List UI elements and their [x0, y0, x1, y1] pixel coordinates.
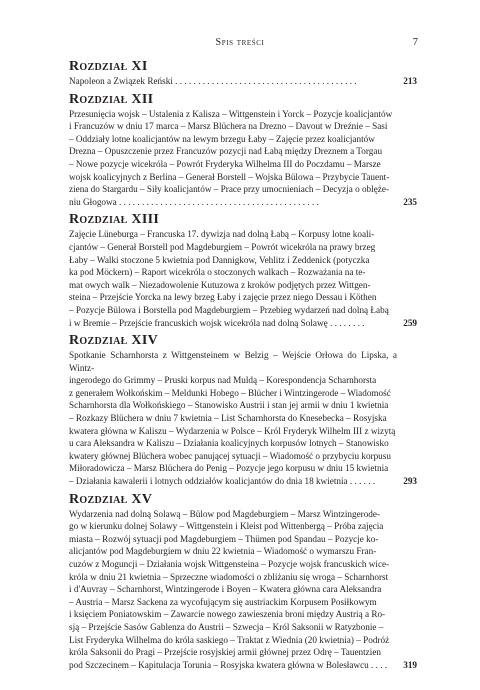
- toc-chapter: [69, 211, 417, 329]
- summary-line: ingerodego do Grimmy – Pruski korpus nad Muldą – Korespondencja Scharnhorsta: [69, 375, 377, 386]
- chapter-entry: [69, 75, 417, 88]
- summary-line: kwatera główna w Kaliszu – Wydarzenia w Polsce – Król Fryderyk Wilhelm III z wizytą: [69, 425, 396, 436]
- summary-line: Spotkanie Scharnhorsta z Wittgensteinem w Belzig – Wejście Orłowa do Lipska, a Wintz-: [69, 350, 397, 373]
- summary-line: cuzów z Moguncji – Działania wojsk Wittgensteina – Pozycje wojsk francuskich wice-: [69, 559, 390, 569]
- summary-line: Scharnhorsta dla Wołkońskiego – Stanowisko Austrii i stan jej armii w dniu 1 kwietnia: [69, 400, 389, 411]
- chapter-entry: [69, 228, 417, 329]
- summary-line: mat owych walk – Niezadowolenie Kutuzowa z kroków podjętych przez Wittgen-: [69, 279, 371, 290]
- summary-line: i Francuzów w dniu 17 marca – Marsz Blüchera na Drezno – Davout w Dreźnie – Sasi: [69, 121, 388, 132]
- summary-line: i d'Auvray – Scharnhorst, Wintzingerode i Boyen – Kwatera główna cara Aleksandra: [69, 584, 382, 595]
- chapter-page-number: 293: [403, 476, 417, 487]
- summary-line: alicjantów pod Magdeburgiem w dniu 22 kwietnia – Wiadomość o wymarszu Fran-: [69, 546, 377, 557]
- summary-line: z generałem Wołkońskim – Meldunki Hobego – Blücher i Wintzingerode – Wiadomość: [69, 387, 391, 398]
- chapter-page-number: 235: [403, 196, 417, 207]
- summary-line: – Pozycje Bülowa i Borstella pod Magdeburgiem – Przebieg wydarzeń nad dolną Łabą: [69, 304, 389, 315]
- summary-line: List Fryderyka Wilhelma do króla saskiego – Traktat z Wiednia (20 kwietnia) – Podróż: [69, 634, 390, 645]
- table-of-contents: [69, 56, 417, 674]
- summary-line: – Nowe pozycje wicekróla – Powrót Fryderyka Wilhelma III do Poczdamu – Marsze: [69, 158, 381, 169]
- summary-line: steina – Przejście Yorcka na lewy brzeg Łaby i zajęcie przez niego Dessau i Köthen: [69, 292, 377, 303]
- chapter-summary: [69, 108, 417, 209]
- running-title: Spis treści: [215, 37, 265, 48]
- chapter-heading: Rozdział XV: [69, 491, 153, 507]
- chapter-entry: [69, 508, 417, 672]
- summary-line: i w Bremie – Przejście francuskich wojsk wicekróla nad dolną Solawę . . . . . . . .: [69, 317, 365, 328]
- summary-line: miasta – Rozwój sytuacji pod Magdeburgiem – Thümen pod Spandau – Pozycje ko-: [69, 533, 379, 544]
- summary-line: Napoleon a Związek Reński . . . . . . . . . . . . . . . . . . . . . . . . . . . . . . . . . . . . . . . .: [69, 76, 357, 86]
- summary-line: u cara Aleksandra w Kaliszu – Działania koalicyjnych korpusów lotnych – Stanowisko: [69, 438, 389, 449]
- summary-line: niu Głogowa . . . . . . . . . . . . . . . . . . . . . . . . . . . . . . . . . . . . . . . . . . . .: [69, 196, 319, 207]
- summary-line: Drezna – Opuszczenie przez Francuzów pozycji nad Łabą między Dreznem a Torgau: [69, 146, 383, 157]
- summary-line: Miłoradowicza – Marsz Blüchera do Penig – Pozycje jego korpusu w dniu 15 kwietnia: [69, 463, 389, 474]
- chapter-page-number: 319: [403, 659, 417, 670]
- summary-line: ka pod Möckern) – Raport wicekróla o stoczonych walkach – Rozważania na te-: [69, 267, 366, 278]
- chapter-entry: [69, 108, 417, 209]
- toc-chapter: [69, 58, 417, 88]
- summary-line: króla Saksonii do Pragi – Przejście rosyjskiej armii głównej przez Odrę – Tauentzien: [69, 647, 381, 658]
- summary-line: Wydarzenia nad dolną Solawą – Bülow pod Magdeburgiem – Marsz Wintzingerode-: [69, 508, 381, 519]
- toc-chapter: [69, 91, 417, 209]
- toc-chapter: [69, 332, 417, 488]
- chapter-page-number: 259: [403, 317, 417, 328]
- summary-line: kwatery głównej Blüchera wobec panującej sytuacji – Wiadomość o przybyciu korpusu: [69, 450, 391, 461]
- chapter-summary: [69, 508, 417, 672]
- summary-line: – Rozkazy Blüchera w dniu 7 kwietnia – List Scharnhorsta do Knesebecka – Rosyjska: [69, 413, 387, 424]
- summary-line: pod Szczecinem – Kapitulacja Torunia – Rosyjska kwatera główna w Bolesławcu . . . .: [69, 659, 388, 670]
- summary-line: sją – Przejście Sasów Gablenza do Austrii – Szwecja – Król Saksonii w Ratyzbonie –: [69, 621, 384, 632]
- chapter-summary: [69, 349, 417, 488]
- running-header: [62, 37, 418, 51]
- summary-line: ziena do Stargardu – Siły koalicjantów – Prace przy umocnieniach – Decyzja o oblęże-: [69, 184, 390, 195]
- summary-line: króla w dniu 21 kwietnia – Sprzeczne wiadomości o zbliżaniu się wroga – Scharnhorst: [69, 571, 389, 582]
- chapter-heading: Rozdział XIV: [69, 333, 159, 349]
- page-number: 7: [412, 37, 418, 48]
- chapter-summary: [69, 228, 417, 329]
- summary-line: Łaby – Walki stoczone 5 kwietnia pod Dannigkow, Vehlitz i Zeddenick (potyczka: [69, 254, 370, 265]
- summary-line: go w kierunku dolnej Solawy – Wittgenstein i Kleist pod Wittenbergą – Próba zajęcia: [69, 521, 384, 532]
- chapter-heading: Rozdział XIII: [69, 212, 160, 228]
- summary-line: – Austria – Marsz Sackena za wycofującym się austriackim Korpusem Posiłkowym: [69, 596, 377, 607]
- summary-line: cjantów – Generał Borstell pod Magdeburgiem – Powrót wicekróla na prawy brzeg: [69, 241, 376, 252]
- summary-line: i księciem Poniatowskim – Zawarcie nowego zawieszenia broni między Austrią a Ro-: [69, 609, 386, 620]
- chapter-summary: [69, 75, 417, 88]
- chapter-heading: Rozdział XI: [69, 59, 148, 74]
- chapter-heading: Rozdział XII: [69, 91, 154, 107]
- chapter-entry: [69, 349, 417, 488]
- summary-line: wojsk koalicyjnych z Berlina – Generał Borstell – Wojska Bülowa – Przybycie Tauent-: [69, 171, 390, 182]
- summary-line: Przesunięcia wojsk – Ustalenia z Kalisza – Wittgenstein i Yorck – Pozycje koalicjantów: [69, 108, 393, 119]
- chapter-page-number: 213: [403, 76, 417, 86]
- summary-line: – Działania kawalerii i lotnych oddziałów koalicjantów do dnia 18 kwietnia . . . . . .: [69, 476, 376, 487]
- toc-chapter: [69, 491, 417, 672]
- summary-line: – Oddziały lotne koalicjantów na lewym brzegu Łaby – Zajęcie przez koalicjantów: [69, 133, 375, 144]
- summary-line: Zajęcie Lüneburga – Francuska 17. dywizja nad dolną Łabą – Korpusy lotne koali-: [69, 229, 375, 240]
